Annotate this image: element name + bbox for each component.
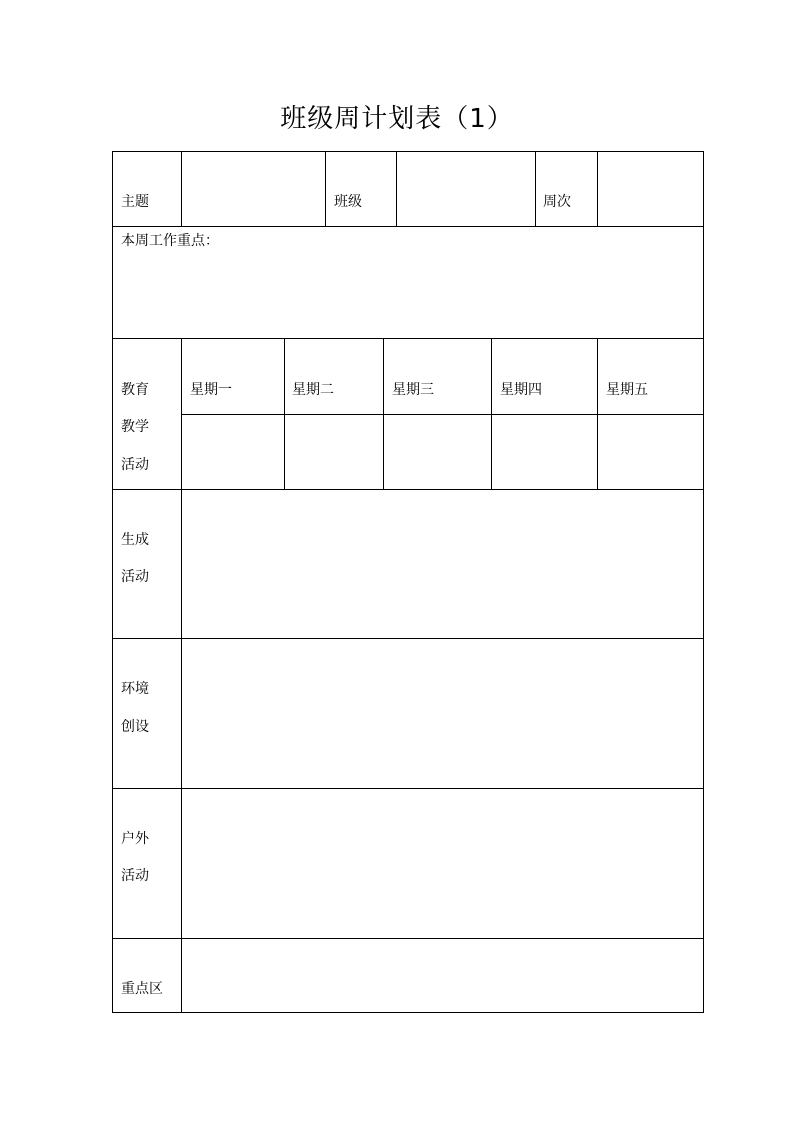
generated-activities-cell[interactable] <box>182 490 703 638</box>
theme-input-cell[interactable] <box>182 152 325 226</box>
weekly-plan-table <box>112 151 704 1013</box>
outdoor-activities-label: 活动 <box>121 868 149 884</box>
row-divider <box>113 226 703 227</box>
weekday-tuesday: 星期二 <box>292 382 334 398</box>
environment-setup-cell[interactable] <box>182 639 703 788</box>
weekday-friday: 星期五 <box>606 382 648 398</box>
weekday-wednesday: 星期三 <box>392 382 434 398</box>
col-divider <box>325 152 326 226</box>
generated-activities-label: 生成 <box>121 532 149 548</box>
col-divider <box>535 152 536 226</box>
class-input-cell[interactable] <box>397 152 535 226</box>
weekday-thursday: 星期四 <box>500 382 542 398</box>
weekly-focus-label: 本周工作重点： <box>121 233 219 249</box>
theme-label: 主题 <box>121 194 149 210</box>
weekly-focus-input-area[interactable] <box>113 251 703 338</box>
environment-setup-label: 环境 <box>121 681 149 697</box>
tuesday-activity-cell[interactable] <box>285 415 383 489</box>
class-label: 班级 <box>334 194 362 210</box>
wednesday-activity-cell[interactable] <box>384 415 491 489</box>
week-input-cell[interactable] <box>598 152 703 226</box>
outdoor-activities-cell[interactable] <box>182 789 703 938</box>
friday-activity-cell[interactable] <box>598 415 703 489</box>
weekday-monday: 星期一 <box>190 382 232 398</box>
page-title: 班级周计划表（1） <box>280 104 514 134</box>
week-label: 周次 <box>543 194 571 210</box>
monday-activity-cell[interactable] <box>182 415 284 489</box>
key-area-cell[interactable] <box>182 939 703 1012</box>
thursday-activity-cell[interactable] <box>492 415 597 489</box>
education-label: 教学 <box>121 419 149 435</box>
key-area-label: 重点区 <box>121 981 163 997</box>
row-divider <box>113 338 703 339</box>
education-label: 教育 <box>121 382 149 398</box>
outdoor-activities-label: 户外 <box>121 831 149 847</box>
environment-setup-label: 创设 <box>121 719 149 735</box>
education-label: 活动 <box>121 457 149 473</box>
generated-activities-label: 活动 <box>121 569 149 585</box>
